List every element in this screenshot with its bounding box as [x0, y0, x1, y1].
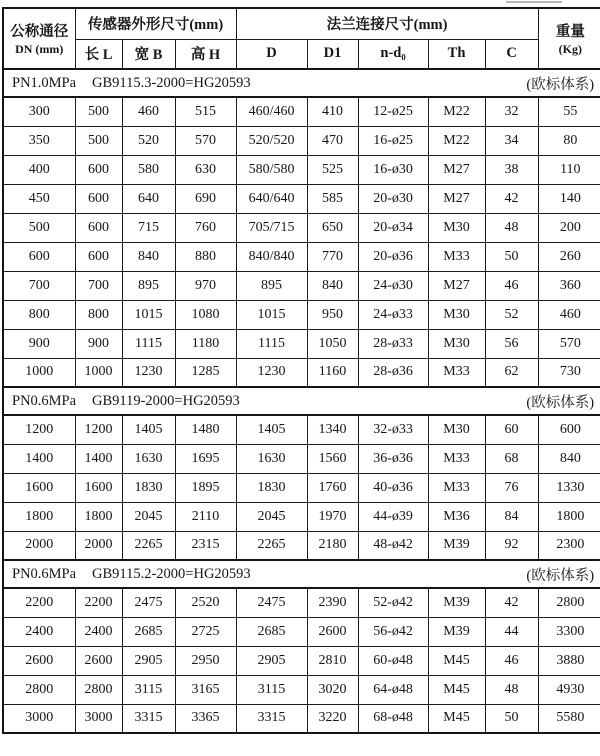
table-cell: 1480	[175, 415, 236, 444]
table-cell: 700	[75, 271, 122, 300]
section-standard-note: (欧标体系)	[526, 76, 595, 93]
table-row	[3, 588, 600, 617]
table-cell: 770	[307, 242, 358, 271]
table-cell: M27	[428, 184, 485, 213]
table-cell: 2265	[122, 531, 175, 560]
header-n-d0: n-d₀	[358, 39, 428, 69]
header-nominal-diameter-cn: 公称通径	[10, 24, 69, 40]
table-cell: 76	[485, 473, 538, 502]
table-cell: 3115	[236, 675, 307, 704]
table-cell: 880	[175, 242, 236, 271]
table-cell: 68	[485, 444, 538, 473]
table-cell: 2000	[75, 531, 122, 560]
table-cell: 1800	[538, 502, 600, 531]
table-row	[3, 329, 600, 358]
table-cell: 2265	[236, 531, 307, 560]
section-pressure-rating: PN1.0MPa	[12, 74, 77, 91]
table-cell: 500	[75, 97, 122, 126]
table-cell: 2800	[75, 675, 122, 704]
table-cell: 2800	[3, 675, 75, 704]
table-cell: 1200	[75, 415, 122, 444]
table-cell: 2475	[236, 588, 307, 617]
table-cell: 68-ø48	[358, 704, 428, 733]
table-row	[3, 271, 600, 300]
table-cell: 705/715	[236, 213, 307, 242]
table-row	[3, 415, 600, 444]
table-cell: 2685	[122, 617, 175, 646]
table-cell: 460/460	[236, 97, 307, 126]
table-cell: 840/840	[236, 242, 307, 271]
table-cell: M45	[428, 704, 485, 733]
table-cell: 640	[122, 184, 175, 213]
table-cell: 12-ø25	[358, 97, 428, 126]
table-cell: 3880	[538, 646, 600, 675]
table-cell: 16-ø25	[358, 126, 428, 155]
table-cell: 700	[3, 271, 75, 300]
table-cell: 20-ø34	[358, 213, 428, 242]
table-cell: 55	[538, 97, 600, 126]
header-nominal-diameter	[3, 8, 75, 69]
table-cell: 600	[75, 242, 122, 271]
table-cell: M22	[428, 126, 485, 155]
table-cell: 1285	[175, 358, 236, 387]
table-row	[3, 473, 600, 502]
table-cell: 515	[175, 97, 236, 126]
table-cell: 2400	[3, 617, 75, 646]
table-cell: 1015	[236, 300, 307, 329]
table-cell: M33	[428, 473, 485, 502]
table-cell: 500	[75, 126, 122, 155]
table-cell: 1800	[3, 502, 75, 531]
table-cell: 2905	[122, 646, 175, 675]
table-cell: 1340	[307, 415, 358, 444]
table-cell: 32-ø33	[358, 415, 428, 444]
table-cell: 760	[175, 213, 236, 242]
header-length-l: 长 L	[75, 39, 122, 69]
table-cell: 460	[538, 300, 600, 329]
table-cell: 1160	[307, 358, 358, 387]
table-cell: 2475	[122, 588, 175, 617]
table-cell: 20-ø36	[358, 242, 428, 271]
table-cell: 42	[485, 588, 538, 617]
table-cell: 24-ø30	[358, 271, 428, 300]
section-header-cell	[3, 387, 600, 415]
table-cell: 2685	[236, 617, 307, 646]
table-cell: 950	[307, 300, 358, 329]
header-width-b: 宽 B	[122, 39, 175, 69]
table-cell: 62	[485, 358, 538, 387]
table-cell: M33	[428, 444, 485, 473]
table-cell: 1405	[236, 415, 307, 444]
table-cell: 46	[485, 646, 538, 675]
scan-artifact-line	[506, 1, 562, 3]
table-row	[3, 184, 600, 213]
table-cell: 2810	[307, 646, 358, 675]
table-cell: M33	[428, 358, 485, 387]
table-cell: 2600	[3, 646, 75, 675]
table-cell: 3365	[175, 704, 236, 733]
table-cell: 2045	[236, 502, 307, 531]
table-cell: 600	[75, 155, 122, 184]
table-cell: 1000	[75, 358, 122, 387]
table-cell: 3220	[307, 704, 358, 733]
table-cell: 5580	[538, 704, 600, 733]
table-cell: 895	[122, 271, 175, 300]
table-cell: 1115	[236, 329, 307, 358]
table-cell: 4930	[538, 675, 600, 704]
table-cell: M33	[428, 242, 485, 271]
header-weight	[538, 8, 600, 69]
table-cell: 48-ø42	[358, 531, 428, 560]
table-row	[3, 704, 600, 733]
table-row	[3, 358, 600, 387]
table-cell: 1800	[75, 502, 122, 531]
table-cell: 1695	[175, 444, 236, 473]
section-pressure-rating: PN0.6MPa	[12, 565, 77, 582]
table-cell: M39	[428, 588, 485, 617]
table-cell: 3115	[122, 675, 175, 704]
table-cell: 32	[485, 97, 538, 126]
table-cell: 56-ø42	[358, 617, 428, 646]
table-cell: 40-ø36	[358, 473, 428, 502]
table-cell: 20-ø30	[358, 184, 428, 213]
table-row	[3, 242, 600, 271]
table-cell: 1600	[75, 473, 122, 502]
table-cell: 730	[538, 358, 600, 387]
table-cell: 1050	[307, 329, 358, 358]
table-cell: 300	[3, 97, 75, 126]
table-cell: 3300	[538, 617, 600, 646]
table-cell: 2000	[3, 531, 75, 560]
table-cell: 460	[122, 97, 175, 126]
header-d: D	[236, 39, 307, 69]
table-cell: 2950	[175, 646, 236, 675]
table-cell: 2600	[75, 646, 122, 675]
table-cell: 650	[307, 213, 358, 242]
table-cell: 36-ø36	[358, 444, 428, 473]
table-cell: M39	[428, 531, 485, 560]
table-cell: 840	[122, 242, 175, 271]
table-cell: M30	[428, 415, 485, 444]
table-cell: 1895	[175, 473, 236, 502]
table-cell: 28-ø33	[358, 329, 428, 358]
table-cell: 640/640	[236, 184, 307, 213]
header-sensor-dimensions-group: 传感器外形尺寸(mm)	[75, 8, 236, 39]
table-cell: 38	[485, 155, 538, 184]
table-cell: 110	[538, 155, 600, 184]
table-cell: M36	[428, 502, 485, 531]
table-cell: 3315	[122, 704, 175, 733]
table-cell: 1200	[3, 415, 75, 444]
table-row	[3, 502, 600, 531]
table-cell: 3315	[236, 704, 307, 733]
table-cell: 44-ø39	[358, 502, 428, 531]
section-header-cell	[3, 69, 600, 97]
table-cell: 580/580	[236, 155, 307, 184]
table-cell: 24-ø33	[358, 300, 428, 329]
table-cell: 360	[538, 271, 600, 300]
section-standard-code: GB9115.2-2000=HG20593	[92, 565, 251, 582]
header-height-h: 高 H	[175, 39, 236, 69]
table-cell: 570	[538, 329, 600, 358]
table-cell: 1230	[122, 358, 175, 387]
table-cell: M22	[428, 97, 485, 126]
table-cell: 970	[175, 271, 236, 300]
table-cell: 585	[307, 184, 358, 213]
table-cell: 1000	[3, 358, 75, 387]
table-cell: 64-ø48	[358, 675, 428, 704]
table-cell: 50	[485, 704, 538, 733]
table-cell: M27	[428, 155, 485, 184]
header-row-groups	[3, 8, 600, 39]
table-cell: 470	[307, 126, 358, 155]
table-cell: 1560	[307, 444, 358, 473]
table-cell: 570	[175, 126, 236, 155]
header-c: C	[485, 39, 538, 69]
table-row	[3, 531, 600, 560]
table-cell: 3000	[3, 704, 75, 733]
table-cell: 410	[307, 97, 358, 126]
table-cell: 2300	[538, 531, 600, 560]
table-cell: 84	[485, 502, 538, 531]
table-cell: 2045	[122, 502, 175, 531]
table-cell: 600	[538, 415, 600, 444]
section-header-row	[3, 69, 600, 97]
table-cell: 1115	[122, 329, 175, 358]
table-cell: 34	[485, 126, 538, 155]
table-cell: 1760	[307, 473, 358, 502]
table-cell: M39	[428, 617, 485, 646]
table-cell: 28-ø36	[358, 358, 428, 387]
table-cell: 1830	[122, 473, 175, 502]
table-cell: 2200	[75, 588, 122, 617]
table-cell: 2725	[175, 617, 236, 646]
table-cell: 500	[3, 213, 75, 242]
table-cell: 350	[3, 126, 75, 155]
table-cell: M45	[428, 675, 485, 704]
table-cell: 2520	[175, 588, 236, 617]
section-header-content	[12, 564, 594, 585]
table-cell: 2315	[175, 531, 236, 560]
section-standard-note: (欧标体系)	[526, 567, 595, 584]
table-cell: 1180	[175, 329, 236, 358]
table-cell: 715	[122, 213, 175, 242]
section-standard-code: GB9119-2000=HG20593	[92, 392, 240, 409]
table-cell: 900	[3, 329, 75, 358]
header-weight-unit: (Kg)	[558, 42, 582, 56]
section-header-row	[3, 560, 600, 588]
section-header-content	[12, 73, 594, 94]
table-cell: 42	[485, 184, 538, 213]
header-weight-cn: 重量	[555, 24, 585, 40]
table-cell: M30	[428, 329, 485, 358]
table-cell: 92	[485, 531, 538, 560]
header-d1: D1	[307, 39, 358, 69]
table-row	[3, 97, 600, 126]
section-standard-code: GB9115.3-2000=HG20593	[92, 74, 251, 91]
table-cell: 2905	[236, 646, 307, 675]
table-cell: 1230	[236, 358, 307, 387]
table-cell: 2600	[307, 617, 358, 646]
table-cell: 1400	[3, 444, 75, 473]
table-cell: 1600	[3, 473, 75, 502]
table-cell: 525	[307, 155, 358, 184]
table-cell: 56	[485, 329, 538, 358]
table-cell: 800	[3, 300, 75, 329]
table-cell: 630	[175, 155, 236, 184]
header-flange-dimensions-group: 法兰连接尺寸(mm)	[236, 8, 538, 39]
table-cell: 60-ø48	[358, 646, 428, 675]
table-row	[3, 126, 600, 155]
table-cell: 48	[485, 675, 538, 704]
header-th: Th	[428, 39, 485, 69]
table-cell: 895	[236, 271, 307, 300]
table-row	[3, 155, 600, 184]
table-cell: 1630	[236, 444, 307, 473]
table-cell: 50	[485, 242, 538, 271]
table-cell: 1080	[175, 300, 236, 329]
dimension-spec-table	[2, 7, 600, 734]
table-cell: 800	[75, 300, 122, 329]
table-cell: 1015	[122, 300, 175, 329]
table-cell: 1400	[75, 444, 122, 473]
table-cell: 48	[485, 213, 538, 242]
table-row	[3, 646, 600, 675]
table-cell: M30	[428, 213, 485, 242]
table-cell: 600	[75, 213, 122, 242]
table-cell: 600	[3, 242, 75, 271]
table-cell: 52-ø42	[358, 588, 428, 617]
table-cell: 3165	[175, 675, 236, 704]
table-cell: 900	[75, 329, 122, 358]
table-cell: M30	[428, 300, 485, 329]
table-row	[3, 213, 600, 242]
table-cell: 2400	[75, 617, 122, 646]
table-row	[3, 444, 600, 473]
section-header-row	[3, 387, 600, 415]
table-cell: 200	[538, 213, 600, 242]
table-cell: 580	[122, 155, 175, 184]
table-cell: 1970	[307, 502, 358, 531]
header-nominal-diameter-unit: DN (mm)	[15, 42, 64, 56]
table-cell: 1630	[122, 444, 175, 473]
table-cell: 140	[538, 184, 600, 213]
table-cell: 1405	[122, 415, 175, 444]
table-row	[3, 675, 600, 704]
table-cell: 2390	[307, 588, 358, 617]
table-cell: 840	[307, 271, 358, 300]
table-cell: 3000	[75, 704, 122, 733]
section-header-content	[12, 391, 594, 412]
table-cell: 60	[485, 415, 538, 444]
table-cell: 2200	[3, 588, 75, 617]
table-cell: 520/520	[236, 126, 307, 155]
table-row	[3, 617, 600, 646]
table-cell: 46	[485, 271, 538, 300]
table-cell: 400	[3, 155, 75, 184]
header-row-subcolumns	[3, 39, 600, 69]
table-cell: 1330	[538, 473, 600, 502]
table-cell: 1830	[236, 473, 307, 502]
table-cell: 80	[538, 126, 600, 155]
table-cell: M45	[428, 646, 485, 675]
table-cell: 840	[538, 444, 600, 473]
table-cell: 450	[3, 184, 75, 213]
table-header	[3, 8, 600, 69]
table-body	[3, 69, 600, 733]
section-pressure-rating: PN0.6MPa	[12, 392, 77, 409]
table-cell: 16-ø30	[358, 155, 428, 184]
table-row	[3, 300, 600, 329]
table-cell: M27	[428, 271, 485, 300]
table-cell: 3020	[307, 675, 358, 704]
section-header-cell	[3, 560, 600, 588]
table-cell: 52	[485, 300, 538, 329]
table-cell: 520	[122, 126, 175, 155]
table-cell: 2800	[538, 588, 600, 617]
table-cell: 260	[538, 242, 600, 271]
table-cell: 690	[175, 184, 236, 213]
table-cell: 2180	[307, 531, 358, 560]
section-standard-note: (欧标体系)	[526, 394, 595, 411]
table-cell: 600	[75, 184, 122, 213]
table-cell: 2110	[175, 502, 236, 531]
table-cell: 44	[485, 617, 538, 646]
